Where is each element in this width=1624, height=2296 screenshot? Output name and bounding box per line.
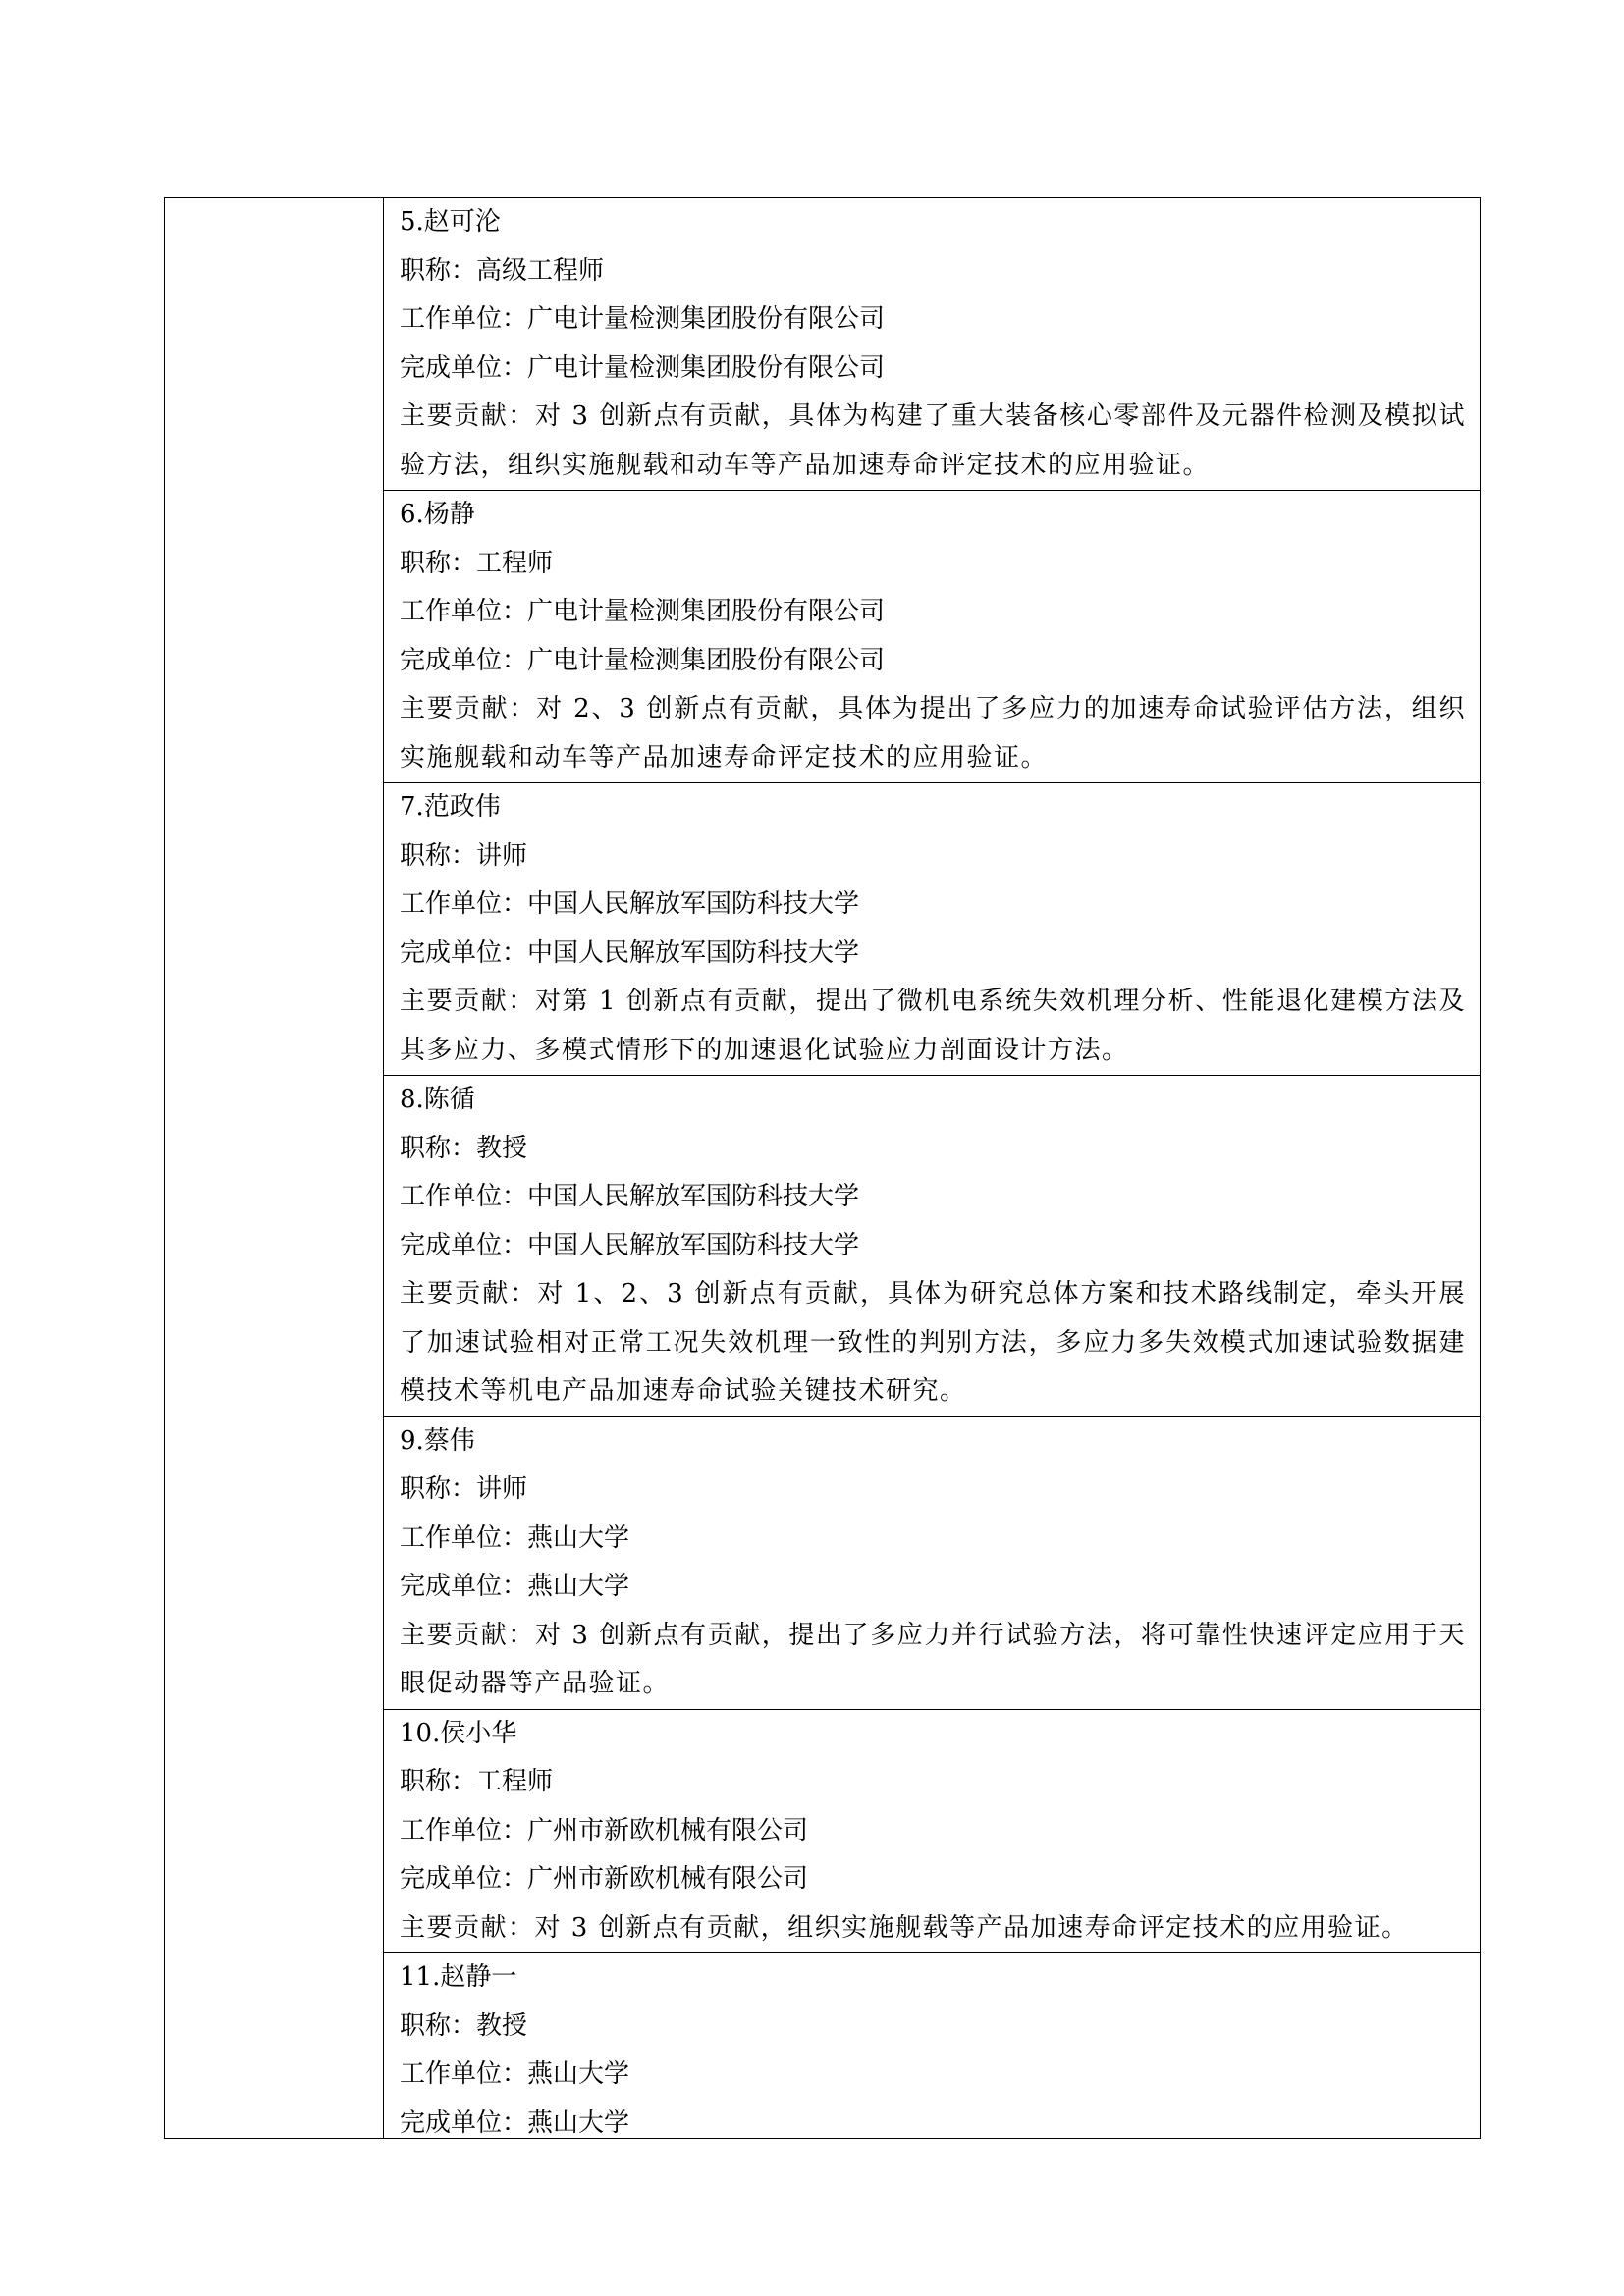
contributor-name-text: 10.侯小华 — [400, 1718, 517, 1748]
contributor-work-unit-line — [400, 1515, 1466, 1564]
title-value: 高级工程师 — [476, 255, 605, 286]
contributor-completion-unit-line — [400, 1563, 1466, 1612]
completion-unit-value: 燕山大学 — [527, 1572, 630, 1601]
completion-unit-value: 广电计量检测集团股份有限公司 — [527, 645, 886, 675]
contributor-title-line — [400, 247, 1466, 296]
contributor-work-unit-line — [400, 1173, 1466, 1222]
contributor-entry — [384, 198, 1480, 491]
contributor-contribution-line — [400, 393, 1466, 490]
title-label: 职称： — [400, 2010, 477, 2041]
work-unit-value: 中国人民解放军国防科技大学 — [527, 889, 860, 919]
contributor-name — [400, 491, 1466, 540]
contributor-entry — [384, 491, 1480, 783]
table-right-column — [384, 198, 1480, 2138]
completion-unit-value: 广电计量检测集团股份有限公司 — [527, 352, 886, 383]
contributors-table — [164, 197, 1481, 2139]
contributor-name-text: 8.陈循 — [400, 1085, 475, 1114]
work-unit-value: 燕山大学 — [527, 1522, 630, 1553]
work-unit-label: 工作单位： — [400, 1815, 528, 1845]
contributor-completion-unit-line — [400, 1222, 1466, 1271]
contribution-label: 主要贡献： — [400, 401, 535, 431]
work-unit-label: 工作单位： — [400, 1522, 528, 1553]
contributor-title-line — [400, 540, 1466, 589]
work-unit-label: 工作单位： — [400, 2059, 528, 2089]
contributor-title-line — [400, 2002, 1466, 2052]
contributor-completion-unit-line — [400, 2100, 1466, 2149]
title-value: 讲师 — [476, 840, 528, 871]
work-unit-label: 工作单位： — [400, 304, 528, 334]
contributor-title-line — [400, 832, 1466, 881]
work-unit-value: 燕山大学 — [527, 2059, 630, 2089]
completion-unit-label: 完成单位： — [400, 1864, 528, 1894]
title-label: 职称： — [400, 1133, 477, 1163]
contributor-name-text: 5.赵可沦 — [400, 207, 501, 237]
completion-unit-value: 燕山大学 — [527, 2108, 630, 2138]
title-value: 工程师 — [476, 548, 554, 578]
contributor-contribution-line — [400, 1270, 1466, 1416]
completion-unit-label: 完成单位： — [400, 1572, 528, 1601]
work-unit-label: 工作单位： — [400, 597, 528, 626]
table-left-column — [165, 198, 384, 2138]
work-unit-value: 广电计量检测集团股份有限公司 — [527, 597, 886, 626]
contributor-contribution-line — [400, 978, 1466, 1075]
contributor-name — [400, 1710, 1466, 1759]
contribution-label: 主要贡献： — [400, 1279, 538, 1308]
contributor-name-text: 7.范政伟 — [400, 792, 501, 822]
contributor-name-text: 11.赵静一 — [400, 1962, 517, 1992]
title-value: 工程师 — [476, 1767, 554, 1796]
contributor-completion-unit-line — [400, 345, 1466, 394]
contributor-name — [400, 1953, 1466, 2002]
contributor-name — [400, 198, 1466, 247]
contributor-name — [400, 1417, 1466, 1467]
completion-unit-label: 完成单位： — [400, 2108, 528, 2138]
completion-unit-label: 完成单位： — [400, 1230, 528, 1260]
contributor-contribution-line — [400, 1904, 1466, 1953]
contributor-entry — [384, 1076, 1480, 1417]
contributor-work-unit-line — [400, 2051, 1466, 2100]
contributor-completion-unit-line — [400, 637, 1466, 686]
contributor-completion-unit-line — [400, 930, 1466, 979]
title-label: 职称： — [400, 1474, 477, 1504]
contributor-name-text: 9.蔡伟 — [400, 1425, 475, 1456]
completion-unit-value: 中国人民解放军国防科技大学 — [527, 1230, 860, 1260]
title-value: 教授 — [476, 1133, 528, 1163]
contribution-value: 对第 1 创新点有贡献，提出了微机电系统失效机理分析、性能退化建模方法及其多应力、多模式情形下的加速退化试验应力剖面设计方法。 — [400, 987, 1466, 1065]
title-value: 教授 — [476, 2010, 528, 2041]
contributor-work-unit-line — [400, 588, 1466, 637]
contribution-label: 主要贡献： — [400, 987, 535, 1016]
contributor-entry — [384, 1953, 1480, 2148]
contributor-work-unit-line — [400, 295, 1466, 345]
contribution-label: 主要贡献： — [400, 694, 537, 723]
work-unit-value: 广州市新欧机械有限公司 — [527, 1815, 809, 1845]
completion-unit-label: 完成单位： — [400, 645, 528, 675]
contribution-label: 主要贡献： — [400, 1620, 535, 1650]
contributor-name — [400, 783, 1466, 832]
work-unit-label: 工作单位： — [400, 1182, 528, 1211]
contributor-work-unit-line — [400, 1807, 1466, 1856]
title-label: 职称： — [400, 548, 477, 578]
contributor-contribution-line — [400, 685, 1466, 782]
completion-unit-value: 广州市新欧机械有限公司 — [527, 1864, 809, 1894]
completion-unit-label: 完成单位： — [400, 937, 528, 968]
contribution-value: 对 3 创新点有贡献，提出了多应力并行试验方法，将可靠性快速评定应用于天眼促动器等产品验证。 — [400, 1620, 1466, 1698]
title-value: 讲师 — [476, 1474, 528, 1504]
contributor-work-unit-line — [400, 881, 1466, 930]
contributor-name — [400, 1076, 1466, 1125]
contribution-value: 对 3 创新点有贡献，具体为构建了重大装备核心零部件及元器件检测及模拟试验方法，组织实施舰载和动车等产品加速寿命评定技术的应用验证。 — [400, 401, 1466, 480]
contributor-title-line — [400, 1466, 1466, 1515]
contributor-entry — [384, 783, 1480, 1076]
contributor-entry — [384, 1417, 1480, 1710]
contributor-name-text: 6.杨静 — [400, 500, 475, 529]
work-unit-value: 中国人民解放军国防科技大学 — [527, 1182, 860, 1211]
completion-unit-label: 完成单位： — [400, 352, 528, 383]
contribution-value: 对 2、3 创新点有贡献，具体为提出了多应力的加速寿命试验评估方法，组织实施舰载和动车等产品加速寿命评定技术的应用验证。 — [400, 694, 1466, 773]
completion-unit-value: 中国人民解放军国防科技大学 — [527, 937, 860, 968]
contribution-value: 对 3 创新点有贡献，组织实施舰载等产品加速寿命评定技术的应用验证。 — [534, 1912, 1409, 1943]
work-unit-value: 广电计量检测集团股份有限公司 — [527, 304, 886, 334]
contributor-completion-unit-line — [400, 1855, 1466, 1904]
contributor-contribution-line — [400, 1612, 1466, 1709]
contribution-label: 主要贡献： — [400, 1912, 535, 1943]
title-label: 职称： — [400, 840, 477, 871]
work-unit-label: 工作单位： — [400, 889, 528, 919]
contribution-value: 对 1、2、3 创新点有贡献，具体为研究总体方案和技术路线制定，牵头开展了加速试验相对正常工况失效机理一致性的判别方法，多应力多失效模式加速试验数据建模技术等机电产品加速寿命试验关键技术研究。 — [400, 1279, 1466, 1406]
title-label: 职称： — [400, 1767, 477, 1796]
contributor-title-line — [400, 1125, 1466, 1174]
title-label: 职称： — [400, 255, 477, 286]
contributor-entry — [384, 1710, 1480, 1954]
contributor-title-line — [400, 1758, 1466, 1807]
